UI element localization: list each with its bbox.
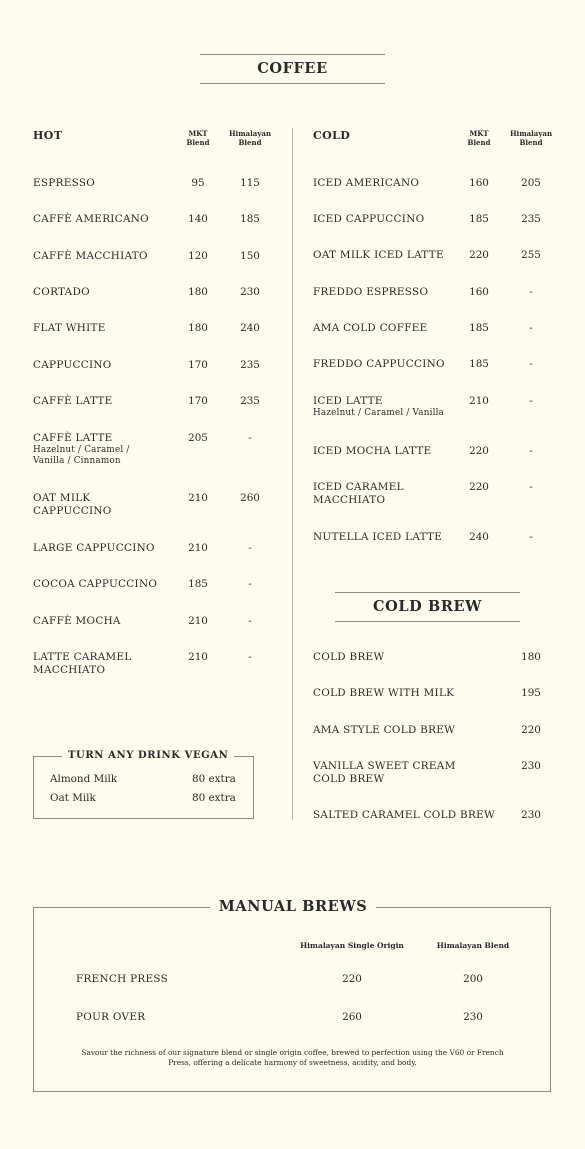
hot-himalayan-price: - xyxy=(248,578,252,590)
hot-mkt-price: 185 xyxy=(188,578,208,590)
hot-item xyxy=(33,542,155,555)
cold-item-name: ICED AMERICANO xyxy=(313,177,420,189)
hot-himalayan-price: 240 xyxy=(240,322,260,334)
hot-item-name: ESPRESSO xyxy=(33,177,96,189)
hot-item xyxy=(33,492,112,518)
cold-mkt-price: 220 xyxy=(469,249,489,261)
cold-himalayan-price: - xyxy=(529,322,533,334)
manual-brews-title: MANUAL BREWS xyxy=(210,898,376,915)
vegan-option-name: Almond Milk xyxy=(50,773,118,785)
cold-item-name: ICED LATTE xyxy=(313,395,383,407)
cold-item xyxy=(313,249,444,262)
hot-himalayan-price: 260 xyxy=(240,492,260,504)
hot-item-name: CAFFÈ MACCHIATO xyxy=(33,250,148,262)
cold-mkt-price: 160 xyxy=(469,286,489,298)
cold-brew-rule-bottom xyxy=(335,621,520,622)
cold-item xyxy=(313,213,424,226)
hot-item-name: CAFFÈ MOCHA xyxy=(33,615,121,627)
cold-himalayan-price: - xyxy=(529,395,533,407)
hot-himalayan-price: 185 xyxy=(240,213,260,225)
vegan-title: TURN ANY DRINK VEGAN xyxy=(62,750,234,761)
cold-mkt-price: 185 xyxy=(469,358,489,370)
cold-brew-item-name: SALTED CARAMEL COLD BREW xyxy=(313,809,495,821)
vegan-option-price: 80 extra xyxy=(192,792,236,804)
cold-item-name: AMA COLD COFFEE xyxy=(313,322,428,334)
cold-himalayan-price: - xyxy=(529,445,533,457)
cold-item xyxy=(313,481,404,507)
hot-mkt-price: 180 xyxy=(188,322,208,334)
manual-blend-header: Himalayan Blend xyxy=(436,941,510,950)
hot-item-name: LATTE CARAMEL MACCHIATO xyxy=(33,651,132,676)
hot-mkt-price: 210 xyxy=(188,615,208,627)
manual-brew-name: POUR OVER xyxy=(76,1011,146,1023)
cold-item xyxy=(313,177,419,190)
cold-brew-item-name: VANILLA SWEET CREAM COLD BREW xyxy=(313,760,456,785)
manual-brew-blend-price: 230 xyxy=(463,1011,483,1023)
vegan-box xyxy=(33,756,254,819)
manual-single-origin-header: Himalayan Single Origin xyxy=(300,941,404,950)
cold-himalayan-price: - xyxy=(529,481,533,493)
hot-himalayan-price: 235 xyxy=(240,395,260,407)
hot-mkt-price: 95 xyxy=(191,177,205,189)
hot-mkt-price: 140 xyxy=(188,213,208,225)
hot-mkt-price: 170 xyxy=(188,359,208,371)
hot-item xyxy=(33,615,121,628)
hot-himalayan-price: - xyxy=(248,432,252,444)
cold-himalayan-price: - xyxy=(529,286,533,298)
hot-item-name: FLAT WHITE xyxy=(33,322,106,334)
cold-brew-rule-top xyxy=(335,592,520,593)
manual-brew-blend-price: 200 xyxy=(463,973,483,985)
hot-item xyxy=(33,432,130,467)
cold-heading: COLD xyxy=(313,129,351,142)
hot-item-name: OAT MILK CAPPUCCINO xyxy=(33,492,112,517)
hot-item xyxy=(33,286,90,299)
cold-mkt-price: 160 xyxy=(469,177,489,189)
hot-mkt-price: 210 xyxy=(188,542,208,554)
cold-brew-item-price: 195 xyxy=(521,687,541,699)
cold-item xyxy=(313,395,444,419)
cold-himalayan-price: - xyxy=(529,531,533,543)
cold-item-name: FREDDO ESPRESSO xyxy=(313,286,429,298)
hot-item-name: CAFFÈ LATTE xyxy=(33,432,113,444)
cold-himalayan-price: 235 xyxy=(521,213,541,225)
hot-mkt-price: 210 xyxy=(188,492,208,504)
hot-himalayan-price: - xyxy=(248,542,252,554)
cold-mkt-price: 220 xyxy=(469,481,489,493)
cold-item xyxy=(313,358,445,371)
hot-item-name: CAFFÈ AMERICANO xyxy=(33,213,149,225)
cold-himalayan-price: 255 xyxy=(521,249,541,261)
cold-himalayan-header: Himalayan Blend xyxy=(509,129,553,147)
cold-mkt-price: 185 xyxy=(469,213,489,225)
hot-himalayan-price: - xyxy=(248,651,252,663)
hot-item-name: CAFFÈ LATTE xyxy=(33,395,113,407)
cold-item-name: ICED CARAMEL MACCHIATO xyxy=(313,481,404,506)
hot-himalayan-price: 235 xyxy=(240,359,260,371)
cold-mkt-price: 185 xyxy=(469,322,489,334)
cold-item-name: OAT MILK ICED LATTE xyxy=(313,249,444,261)
cold-brew-item-price: 230 xyxy=(521,760,541,772)
manual-brew-single-price: 220 xyxy=(342,973,362,985)
cold-brew-item-price: 180 xyxy=(521,651,541,663)
hot-item xyxy=(33,177,95,190)
cold-brew-item-price: 220 xyxy=(521,724,541,736)
hot-mkt-price: 120 xyxy=(188,250,208,262)
hot-mkt-price: 205 xyxy=(188,432,208,444)
hot-himalayan-price: 150 xyxy=(240,250,260,262)
cold-brew-item-name: COLD BREW xyxy=(313,651,385,663)
hot-himalayan-price: 230 xyxy=(240,286,260,298)
hot-himalayan-price: - xyxy=(248,615,252,627)
cold-item xyxy=(313,531,442,544)
cold-brew-item-name: AMA STYLE COLD BREW xyxy=(313,724,456,736)
hot-item xyxy=(33,578,157,591)
cold-himalayan-price: - xyxy=(529,358,533,370)
hot-mkt-price: 170 xyxy=(188,395,208,407)
hot-himalayan-header: Himalayan Blend xyxy=(228,129,272,147)
hot-mkt-header: MKT Blend xyxy=(186,129,210,147)
coffee-title-rule-bottom xyxy=(200,83,385,84)
hot-item-name: CORTADO xyxy=(33,286,90,298)
cold-brew-item-name: COLD BREW WITH MILK xyxy=(313,687,455,699)
cold-item-name: FREDDO CAPPUCCINO xyxy=(313,358,445,370)
hot-heading: HOT xyxy=(33,129,63,142)
vegan-option-price: 80 extra xyxy=(192,773,236,785)
cold-mkt-header: MKT Blend xyxy=(467,129,491,147)
hot-item xyxy=(33,395,113,408)
cold-mkt-price: 210 xyxy=(469,395,489,407)
cold-mkt-price: 240 xyxy=(469,531,489,543)
hot-item-name: LARGE CAPPUCCINO xyxy=(33,542,155,554)
cold-item xyxy=(313,445,432,458)
hot-item-note: Hazelnut / Caramel / Vanilla / Cinnamon xyxy=(33,445,130,466)
manual-brew-single-price: 260 xyxy=(342,1011,362,1023)
cold-item xyxy=(313,322,428,335)
hot-himalayan-price: 115 xyxy=(240,177,260,189)
hot-item xyxy=(33,250,148,263)
column-divider xyxy=(292,128,293,820)
hot-item xyxy=(33,213,149,226)
cold-mkt-price: 220 xyxy=(469,445,489,457)
cold-item-name: NUTELLA ICED LATTE xyxy=(313,531,443,543)
cold-item-note: Hazelnut / Caramel / Vanilla xyxy=(313,408,445,418)
coffee-title-rule-top xyxy=(200,54,385,55)
hot-item-name: CAPPUCCINO xyxy=(33,359,112,371)
cold-brew-item-price: 230 xyxy=(521,809,541,821)
cold-item xyxy=(313,286,428,299)
cold-himalayan-price: 205 xyxy=(521,177,541,189)
hot-item xyxy=(33,322,106,335)
hot-item xyxy=(33,359,112,372)
cold-brew-title: COLD BREW xyxy=(372,598,483,615)
manual-brew-name: FRENCH PRESS xyxy=(76,973,169,985)
coffee-title: COFFEE xyxy=(257,60,328,77)
hot-mkt-price: 180 xyxy=(188,286,208,298)
cold-item-name: ICED MOCHA LATTE xyxy=(313,445,432,457)
manual-brews-note: Savour the richness of our signature blend or single origin coffee, brewed to perfection using the V60 or French Press, offering a delicate harmony of sweetness, acidity, and body. xyxy=(81,1048,504,1067)
hot-item xyxy=(33,651,132,677)
hot-mkt-price: 210 xyxy=(188,651,208,663)
vegan-option-name: Oat Milk xyxy=(50,792,96,804)
hot-item-name: COCOA CAPPUCCINO xyxy=(33,578,158,590)
cold-item-name: ICED CAPPUCCINO xyxy=(313,213,425,225)
